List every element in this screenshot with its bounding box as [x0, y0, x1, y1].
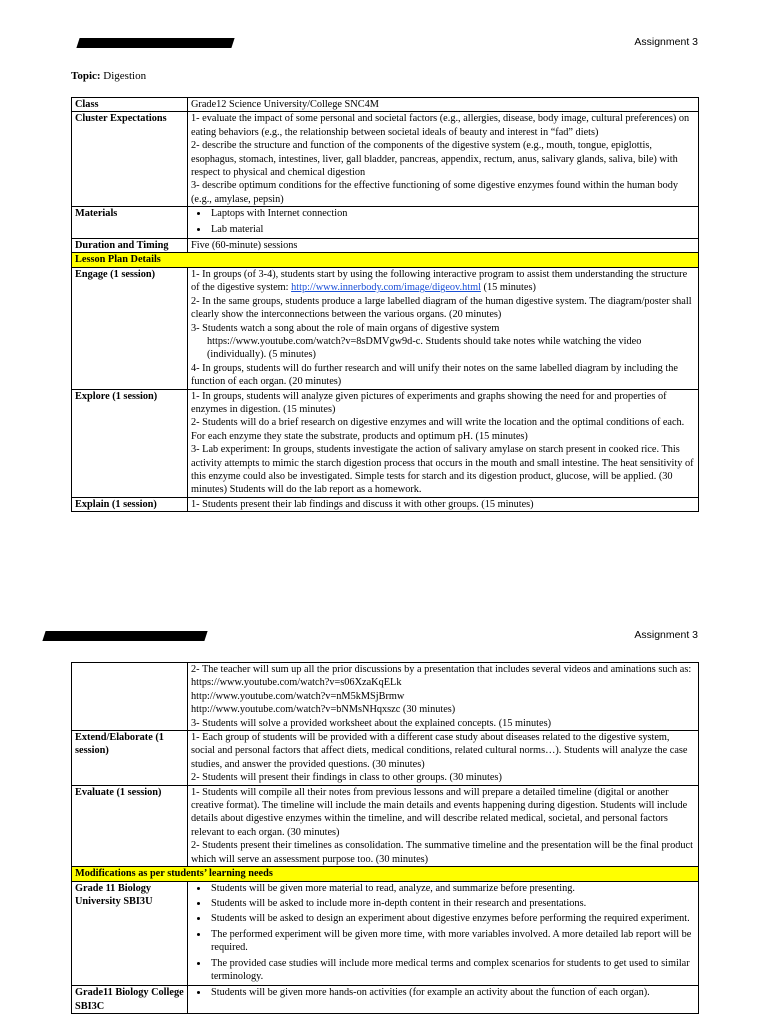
grade11-college-label: Grade11 Biology College SBI3C — [72, 986, 188, 1014]
evaluate-value — [188, 785, 699, 866]
explain-line: 2- The teacher will sum up all the prior discussions by a presentation that includes several videos and aminations such as: https://www.youtube.com/watch?v=s06XzaKqELk — [191, 664, 692, 689]
list-item: • Laptops with Internet connection — [209, 207, 695, 220]
grade11-college-value — [188, 986, 699, 1014]
grade11-univ-value — [188, 881, 699, 986]
list-item: • The performed experiment will be given more time, with more variables involved. A more detailed lab report will be required. — [209, 928, 695, 955]
innerbody-link[interactable]: http://www.innerbody.com/image/digeov.html — [291, 282, 481, 294]
topic-value: Digestion — [103, 70, 147, 82]
explore-line: 2- Students will do a brief research on digestive enzymes and will write the location and the optimal conditions of each. For each enzyme they state the substrate, products and optimum pH. (15 minutes) — [191, 417, 685, 442]
engage-line-2: 2- In the same groups, students produce a large labelled diagram of the human digestive system. The diagram/poster shall clearly show the interconnections between the various organs. (20 minutes) — [191, 295, 692, 321]
explore-line: 3- Lab experiment: In groups, students investigate the action of salivary amylase on starch present in cooked rice. This activity attempts to mimic the starch digestion process that occurs in the mouth and small intestine. The heat sensitivity of this enzyme could also be investigated. Simple tests for starch and its digestion product, glucose, will be applied. (30 minutes) Students will do the lab report as a homework. — [191, 444, 694, 496]
lesson-plan-table-continued — [71, 662, 699, 1014]
list-item: • Students will be asked to design an experiment about digestive enzymes before performing the required experiment. — [209, 912, 695, 925]
explore-label: Explore (1 session) — [72, 389, 188, 497]
table-row — [72, 731, 699, 786]
cluster-line: 1- evaluate the impact of some personal and societal factors (e.g., allergies, disease, body image, cultural preferences) on eating behaviors (e.g., the relationship between societal ideals of beauty and interest in “fad” diets) — [191, 113, 690, 138]
engage-line-4: 4- In groups, students will do further research and will unify their notes on the same labelled diagram by including the function of each organ. (20 minutes) — [191, 362, 678, 388]
list-item: • Students will be given more material to read, analyze, and summarize before presenting. — [209, 882, 695, 895]
evaluate-label: Evaluate (1 session) — [72, 785, 188, 866]
explain-value: 1- Students present their lab findings and discuss it with other groups. (15 minutes) — [188, 497, 699, 511]
table-row — [72, 867, 699, 881]
lesson-plan-header: Lesson Plan Details — [72, 253, 699, 267]
explain-cont-label — [72, 663, 188, 731]
explain-label: Explain (1 session) — [72, 497, 188, 511]
extend-line: 1- Each group of students will be provided with a different case study about diseases related to the digestive system, social and personal factors that affect diets, medical conditions, related cultural norms…). Students will analyze the case studies, and answer the provided questions. (30 minutes) — [191, 732, 688, 770]
extend-line: 2- Students will present their findings in class to other groups. (30 minutes) — [191, 772, 502, 784]
explain-line: http://www.youtube.com/watch?v=nM5kMSjBrmw — [191, 690, 405, 702]
cluster-line: 2- describe the structure and function of the components of the digestive system (e.g., mouth, tongue, epiglottis, esophagus, stomach, intestines, liver, gall bladder, pancreas, appendix, rectum, anus, salivary glands, saliva, bile) with respect to physical and chemical digestion — [191, 140, 678, 179]
redacted-name-bar — [42, 631, 207, 641]
grade11-univ-label: Grade 11 Biology University SBI3U — [72, 881, 188, 986]
explain-line: http://www.youtube.com/watch?v=bNMsNHqxszc (30 minutes) — [191, 704, 456, 716]
materials-label: Materials — [72, 207, 188, 239]
duration-value: Five (60-minute) sessions — [188, 239, 699, 253]
engage-line-3: 3- Students watch a song about the role of main organs of digestive system — [191, 322, 500, 334]
extend-value — [188, 731, 699, 786]
extend-label: Extend/Elaborate (1 session) — [72, 731, 188, 786]
list-item: • Lab material — [209, 223, 695, 236]
engage-line-text: 1- In groups (of 3-4), students start by using the following interactive program to assist them understanding the structure of the digestive system: — [191, 268, 688, 294]
list-item: • Students will be given more hands-on activities (for example an activity about the function of each organ). — [209, 986, 695, 999]
duration-label: Duration and Timing — [72, 239, 188, 253]
cluster-label: Cluster Expectations — [72, 112, 188, 207]
table-row — [72, 986, 699, 1014]
table-row — [72, 785, 699, 866]
table-row — [72, 663, 699, 731]
evaluate-line: 2- Students present their timelines as consolidation. The summative timeline and the presentation will be the final product which will serve an assessment purpose too. (30 minutes) — [191, 840, 693, 865]
list-item: • The provided case studies will include more medical terms and complex scenarios for students to get used to similar terminology. — [209, 957, 695, 984]
evaluate-line: 1- Students will compile all their notes from previous lessons and will prepare a detailed timeline (digital or another creative format). The timeline will include the main details and events happening during digestion. Students will include details about digestive enzymes within the timeline, and will describe related medical, societal, and personal factors relevant to each organ. (30 minutes) — [191, 786, 688, 838]
explain-cont-value — [188, 663, 699, 731]
class-label: Class — [72, 98, 188, 112]
explain-line: 3- Students will solve a provided worksheet about the explained concepts. (15 minutes) — [191, 717, 552, 729]
modifications-header: Modifications as per students’ learning needs — [72, 867, 699, 881]
assignment-header: Assignment 3 — [634, 36, 698, 48]
topic-label: Topic: — [71, 70, 101, 82]
list-item: • Students will be asked to include more in-depth content in their research and presentations. — [209, 897, 695, 910]
engage-label: Engage (1 session) — [72, 267, 188, 389]
class-value: Grade12 Science University/College SNC4M — [188, 98, 699, 112]
engage-line-text: (15 minutes) — [480, 282, 536, 294]
engage-line-3b: https://www.youtube.com/watch?v=8sDMVgw9d-c. Students should take notes while watching the video (individually). (5 minutes) — [207, 335, 642, 361]
cluster-line: 3- describe optimum conditions for the effective functioning of some digestive enzymes found within the human body (e.g., amylase, pepsin) — [191, 180, 679, 205]
explore-line: 1- In groups, students will analyze given pictures of experiments and graphs showing the need for and properties of enzymes in digestion. (15 minutes) — [191, 390, 667, 415]
assignment-header: Assignment 3 — [634, 629, 698, 641]
table-row — [72, 881, 699, 986]
